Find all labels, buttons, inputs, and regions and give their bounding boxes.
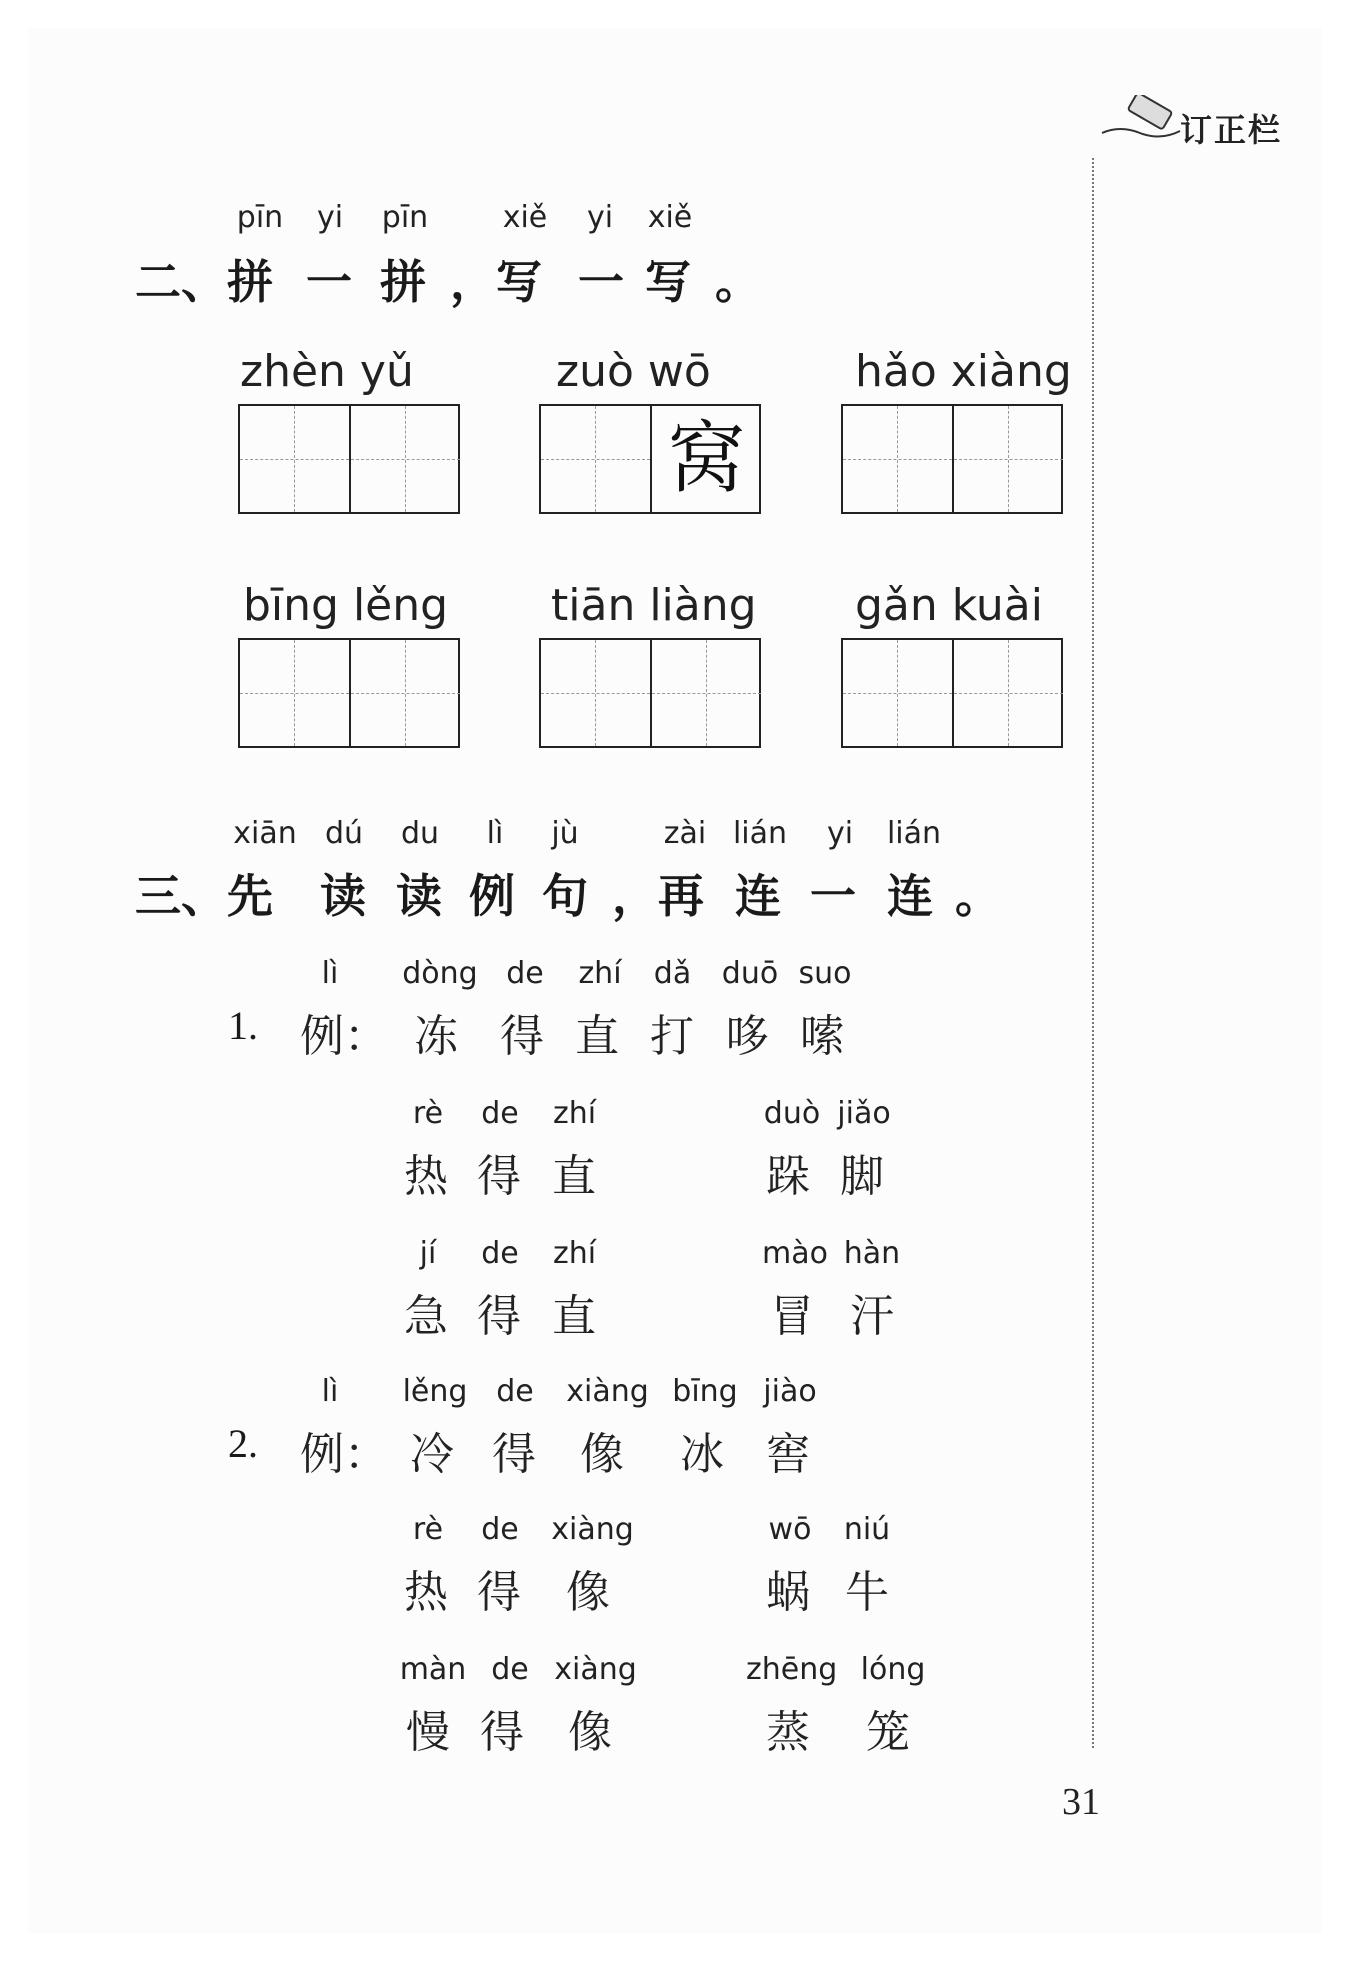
- option-char: 像: [568, 1707, 612, 1758]
- pinyin: dú: [324, 816, 364, 851]
- pinyin: bīng: [672, 1374, 738, 1409]
- option-char: 热: [404, 1151, 448, 1202]
- example-label: 例：: [300, 1011, 388, 1062]
- writing-box[interactable]: [238, 404, 460, 514]
- pinyin: yi: [586, 200, 614, 235]
- box-char: [843, 640, 952, 746]
- item-number: 2.: [228, 1421, 258, 1466]
- pinyin: duò: [763, 1096, 821, 1131]
- option-char: 像: [566, 1567, 610, 1618]
- option-char: 急: [404, 1291, 448, 1342]
- option-char: 热: [404, 1567, 448, 1618]
- correction-divider: [1092, 158, 1094, 1748]
- box-pinyin: bīng lěng: [243, 580, 449, 631]
- example-char: 像: [580, 1429, 624, 1480]
- box-char: [954, 640, 1063, 746]
- box-char: [240, 406, 349, 512]
- writing-box[interactable]: [841, 404, 1063, 514]
- example-char: 得: [500, 1011, 544, 1062]
- pinyin: rè: [412, 1096, 444, 1131]
- pinyin: lián: [886, 816, 942, 851]
- box-char: [351, 406, 460, 512]
- pinyin: mào: [762, 1236, 828, 1271]
- writing-box[interactable]: [539, 404, 761, 514]
- option-char: 得: [477, 1567, 521, 1618]
- pinyin: jù: [551, 816, 579, 851]
- pinyin: lì: [486, 816, 504, 851]
- pinyin: suo: [798, 956, 852, 991]
- section2-title-char: 一: [306, 255, 352, 309]
- section2-title-char: 。: [715, 255, 761, 309]
- example-char: 冷: [410, 1429, 454, 1480]
- pinyin: duō: [721, 956, 779, 991]
- pinyin: de: [481, 1096, 519, 1131]
- section2-title-char: 二、拼: [135, 255, 273, 309]
- option-char: 直: [552, 1291, 596, 1342]
- option-char: 直: [552, 1151, 596, 1202]
- box-pinyin: hǎo xiàng: [855, 346, 1072, 397]
- box-char: [351, 640, 460, 746]
- example-char: 得: [492, 1429, 536, 1480]
- section2-title-char: 写: [645, 255, 691, 309]
- pinyin: de: [491, 1652, 529, 1687]
- section3-title-char: 句: [542, 869, 588, 923]
- pinyin: lì: [321, 956, 339, 991]
- pinyin: de: [496, 1374, 534, 1409]
- section2-title-char: ，写: [450, 255, 542, 309]
- pinyin: niú: [843, 1512, 891, 1547]
- pinyin: zài: [663, 816, 707, 851]
- box-char: [652, 640, 761, 746]
- eraser-icon: [1100, 95, 1190, 145]
- pinyin: de: [506, 956, 544, 991]
- pinyin: xiě: [647, 200, 693, 235]
- pinyin: jiào: [763, 1374, 817, 1409]
- box-char: [954, 406, 1063, 512]
- example-char: 冻: [414, 1011, 458, 1062]
- pinyin: yi: [316, 200, 344, 235]
- option-char: 笼: [866, 1707, 910, 1758]
- option-char: 跺: [766, 1151, 810, 1202]
- box-pinyin: gǎn kuài: [855, 580, 1043, 631]
- pinyin: màn: [399, 1652, 467, 1687]
- option-char: 得: [480, 1707, 524, 1758]
- section3-title-char: 。: [955, 869, 1001, 923]
- option-char: 蒸: [766, 1707, 810, 1758]
- pinyin: yi: [826, 816, 854, 851]
- pinyin: lì: [321, 1374, 339, 1409]
- pinyin: lián: [732, 816, 788, 851]
- box-char: [541, 406, 650, 512]
- option-char: 汗: [850, 1291, 894, 1342]
- section3-title-char: 三、先: [135, 869, 273, 923]
- pinyin: xiàng: [554, 1652, 637, 1687]
- section3-title-char: 连: [735, 869, 781, 923]
- pinyin: lěng: [402, 1374, 468, 1409]
- pinyin: hàn: [843, 1236, 901, 1271]
- section2-title-char: 一: [578, 255, 624, 309]
- pinyin: zhí: [553, 1096, 597, 1131]
- writing-box[interactable]: [841, 638, 1063, 748]
- example-char: 冰: [680, 1429, 724, 1480]
- option-char: 得: [477, 1151, 521, 1202]
- example-char: 直: [575, 1011, 619, 1062]
- box-char: 窝: [667, 414, 746, 504]
- pinyin: de: [481, 1512, 519, 1547]
- example-char: 窖: [766, 1429, 810, 1480]
- example-char: 打: [650, 1011, 694, 1062]
- option-char: 得: [477, 1291, 521, 1342]
- pinyin: de: [481, 1236, 519, 1271]
- option-char: 冒: [770, 1291, 814, 1342]
- pinyin: zhí: [578, 956, 622, 991]
- section3-title-char: 读: [396, 869, 442, 923]
- pinyin: xiàng: [551, 1512, 634, 1547]
- option-char: 脚: [840, 1151, 884, 1202]
- pinyin: wō: [768, 1512, 812, 1547]
- pinyin: pīn: [381, 200, 429, 235]
- option-char: 牛: [845, 1567, 889, 1618]
- section2-title-char: 拼: [380, 255, 426, 309]
- box-pinyin: zhèn yǔ: [240, 346, 414, 397]
- section3-title-char: 读: [320, 869, 366, 923]
- pinyin: dòng: [402, 956, 478, 991]
- option-char: 慢: [406, 1707, 450, 1758]
- pinyin: jiǎo: [837, 1096, 891, 1131]
- section3-title-char: ，再: [612, 869, 704, 923]
- example-label: 例：: [300, 1429, 388, 1480]
- pinyin: xiě: [502, 200, 548, 235]
- box-pinyin: tiān liàng: [551, 580, 757, 631]
- section3-title-char: 例: [469, 869, 515, 923]
- page-number: 31: [1062, 1781, 1100, 1823]
- writing-box[interactable]: [238, 638, 460, 748]
- pinyin: du: [400, 816, 440, 851]
- example-char: 嗦: [800, 1011, 844, 1062]
- pinyin: dǎ: [653, 956, 692, 991]
- section3-title-char: 连: [887, 869, 933, 923]
- pinyin: zhí: [553, 1236, 597, 1271]
- box-pinyin: zuò wō: [556, 346, 711, 397]
- example-char: 哆: [725, 1011, 769, 1062]
- box-char: [843, 406, 952, 512]
- box-char: [240, 640, 349, 746]
- pinyin: zhēng: [746, 1652, 838, 1687]
- option-char: 蜗: [766, 1567, 810, 1618]
- pinyin: pīn: [236, 200, 284, 235]
- pinyin: xiān: [233, 816, 297, 851]
- pinyin: rè: [412, 1512, 444, 1547]
- item-number: 1.: [228, 1003, 258, 1048]
- correction-column-label: 订正栏: [1180, 111, 1283, 149]
- pinyin: jí: [419, 1236, 437, 1271]
- pinyin: xiàng: [566, 1374, 649, 1409]
- pinyin: lóng: [860, 1652, 926, 1687]
- box-char: [541, 640, 650, 746]
- correction-column-header: [1100, 95, 1320, 155]
- writing-box[interactable]: [539, 638, 761, 748]
- section3-title-char: 一: [810, 869, 856, 923]
